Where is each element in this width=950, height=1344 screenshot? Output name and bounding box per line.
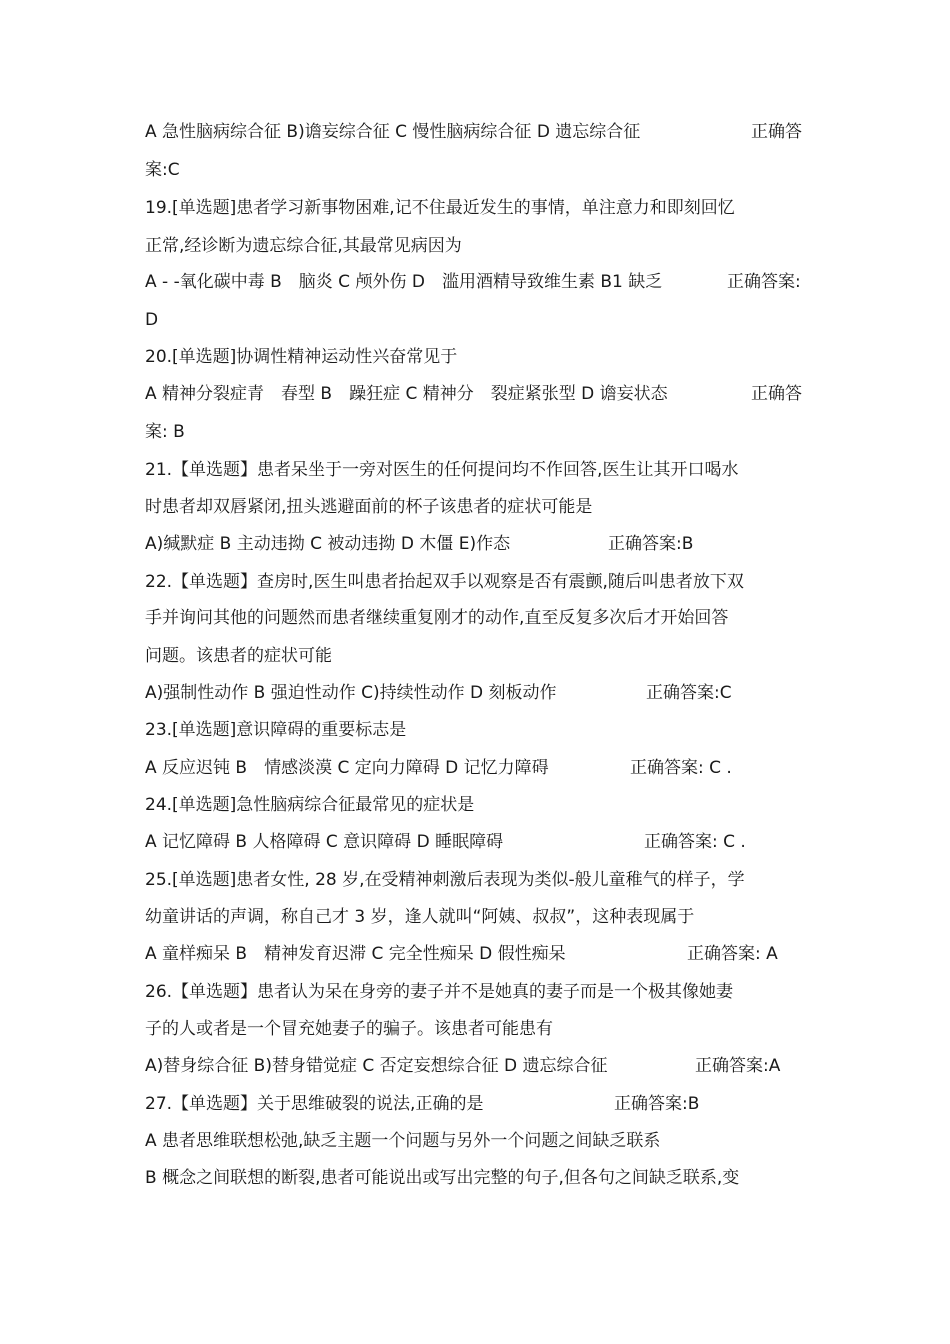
text-line: 时患者却双唇紧闭,扭头逃避面前的杯子该患者的症状可能是 xyxy=(145,497,593,517)
question-23: 23.[单选题]意识障碍的重要标志是 xyxy=(145,720,407,740)
question-19: 19.[单选题]患者学习新事物困难,记不住最近发生的事情，单注意力和即刻回忆 xyxy=(145,198,735,218)
question-26: 26.【单选题】患者认为呆在身旁的妻子并不是她真的妻子而是一个极其像她妻 xyxy=(145,982,734,1002)
text-line: A)缄默症 B 主动违拗 C 被动违拗 D 木僵 E)作态 正确答案:B xyxy=(145,534,694,554)
text-line: A 反应迟钝 B 情感淡漠 C 定向力障碍 D 记忆力障碍 正确答案: C . xyxy=(145,758,732,778)
text-line: 幼童讲话的声调，称自己才 3 岁，逢人就叫“阿姨、叔叔”，这种表现属于 xyxy=(145,907,695,927)
answer-label: 正确答案: xyxy=(727,272,801,292)
answer-label: 正确答案:C xyxy=(646,683,732,703)
answer-label: 正确答 xyxy=(751,384,802,404)
text-line: 案: B xyxy=(145,422,185,442)
text-line: D xyxy=(145,310,159,330)
question-22: 22.【单选题】查房时,医生叫患者抬起双手以观察是否有震颤,随后叫患者放下双 xyxy=(145,572,744,592)
question-21: 21.【单选题】患者呆坐于一旁对医生的任何提问均不作回答,医生让其开口喝水 xyxy=(145,460,739,480)
question-25: 25.[单选题]患者女性, 28 岁,在受精神刺激后表现为类似-般儿童稚气的样子，学 xyxy=(145,870,745,890)
text-line: A 急性脑病综合征 B)谵妄综合征 C 慢性脑病综合征 D 遗忘综合征 正确答 xyxy=(145,122,802,142)
text-line: A 精神分裂症青 春型 B 躁狂症 C 精神分 裂症紧张型 D 谵妄状态 正确答 xyxy=(145,384,802,404)
answer-label: 正确答案: A xyxy=(687,944,778,964)
answer-label: 正确答 xyxy=(751,122,802,142)
text-line: A)强制性动作 B 强迫性动作 C)持续性动作 D 刻板动作 正确答案:C xyxy=(145,683,732,703)
text-line: A 记忆障碍 B 人格障碍 C 意识障碍 D 睡眠障碍 正确答案: C . xyxy=(145,832,746,852)
answer-label: 正确答案: C . xyxy=(644,832,746,852)
text-line: A 患者思维联想松弛,缺乏主题一个问题与另外一个问题之间缺乏联系 xyxy=(145,1131,661,1151)
question-27: 27.【单选题】关于思维破裂的说法,正确的是 正确答案:B xyxy=(145,1094,700,1114)
answer-label: 正确答案:B xyxy=(608,534,694,554)
answer-label: 正确答案:A xyxy=(695,1056,781,1076)
text-line: 子的人或者是一个冒充她妻子的骗子。该患者可能患有 xyxy=(145,1019,553,1039)
text-line: 案:C xyxy=(145,160,180,180)
text-line: A)替身综合征 B)替身错觉症 C 否定妄想综合征 D 遗忘综合征 正确答案:A xyxy=(145,1056,781,1076)
question-24: 24.[单选题]急性脑病综合征最常见的症状是 xyxy=(145,795,475,815)
text-line: 问题。该患者的症状可能 xyxy=(145,646,332,666)
answer-label: 正确答案:B xyxy=(614,1094,700,1114)
text-line: 正常,经诊断为遗忘综合征,其最常见病因为 xyxy=(145,236,462,256)
text-line: A - -氧化碳中毒 B 脑炎 C 颅外伤 D 滥用酒精导致维生素 B1 缺乏 正确答案: xyxy=(145,272,801,292)
question-20: 20.[单选题]协调性精神运动性兴奋常见于 xyxy=(145,347,458,367)
answer-label: 正确答案: C . xyxy=(630,758,732,778)
text-line: A 童样痴呆 B 精神发育迟滞 C 完全性痴呆 D 假性痴呆 正确答案: A xyxy=(145,944,778,964)
text-line: 手并询问其他的问题然而患者继续重复刚才的动作,直至反复多次后才开始回答 xyxy=(145,608,729,628)
text-line: B 概念之间联想的断裂,患者可能说出或写出完整的句子,但各句之间缺乏联系,变 xyxy=(145,1168,740,1188)
